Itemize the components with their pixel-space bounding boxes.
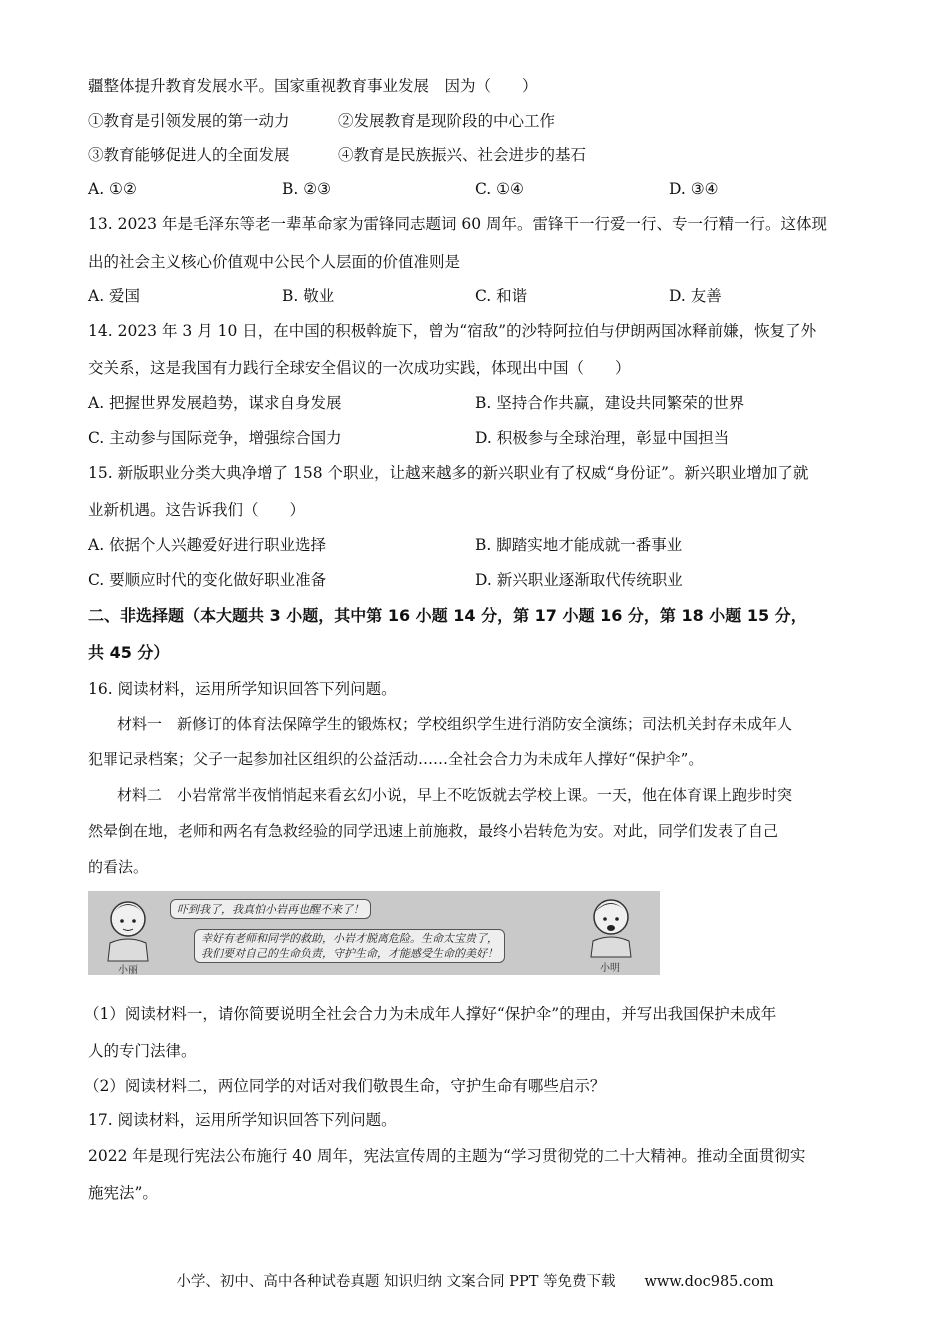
q15-option-c: C. 要顺应时代的变化做好职业准备 [88,571,327,589]
q14-option-a: A. 把握世界发展趋势，谋求自身发展 [88,394,342,412]
character-name-right: 小明 [600,963,620,974]
q12-option-b: B. ②③ [282,180,332,198]
q15-line1: 15. 新版职业分类大典净增了 158 个职业，让越来越多的新兴职业有了权威“身份证”。新兴职业增加了就 [88,464,809,482]
speech-bubble-right-line1: 幸好有老师和同学的救助，小岩才脱离危险。生命太宝贵了， [201,932,498,945]
q13-option-a: A. 爱国 [88,287,141,305]
q16-material2-line3: 的看法。 [88,858,149,876]
q13-option-b: B. 敬业 [282,287,335,305]
q16-material1-line1: 材料一 新修订的体育法保障学生的锻炼权；学校组织学生进行消防安全演练；司法机关封存未成年人 [117,715,793,733]
q14-line1: 14. 2023 年 3 月 10 日，在中国的积极斡旋下，曾为“宿敌”的沙特阿拉伯与伊朗两国冰释前嫌，恢复了外 [88,322,817,340]
character-name-left: 小丽 [118,965,138,975]
dialogue-cartoon [88,891,660,975]
q17-line1: 2022 年是现行宪法公布施行 40 周年，宪法宣传周的主题为“学习贯彻党的二十大精神。推动全面贯彻实 [88,1147,806,1165]
q16-intro: 16. 阅读材料，运用所学知识回答下列问题。 [88,680,397,698]
q12-statement-3: ③教育能够促进人的全面发展 [88,146,290,164]
q14-option-d: D. 积极参与全球治理，彰显中国担当 [475,429,730,447]
q16-sub1-line1: （1）阅读材料一，请你简要说明全社会合力为未成年人撑好“保护伞”的理由，并写出我国保护未成年 [84,1005,777,1023]
q15-option-a: A. 依据个人兴趣爱好进行职业选择 [88,536,327,554]
q12-line1: 疆整体提升教育发展水平。国家重视教育事业发展 因为（ ） [88,77,538,95]
section-heading-cont: 共 45 分） [88,643,170,662]
speech-bubble-left: 吓到我了，我真怕小岩再也醒不来了！ [170,899,371,919]
q16-material1-line2: 犯罪记录档案；父子一起参加社区组织的公益活动……全社会合力为未成年人撑好“保护伞”。 [88,750,704,768]
q16-sub1-line2: 人的专门法律。 [88,1042,197,1060]
speech-bubble-right-line2: 我们要对自己的生命负责，守护生命，才能感受生命的美好！ [201,947,498,960]
q16-material2-line1: 材料二 小岩常常半夜悄悄起来看玄幻小说，早上不吃饭就去学校上课。一天，他在体育课上跑步时突 [117,786,793,804]
q15-line2: 业新机遇。这告诉我们（ ） [88,501,306,519]
page-footer: 小学、初中、高中各种试卷真题 知识归纳 文案合同 PPT 等免费下载 www.doc985.com [176,1274,774,1290]
q13-line1: 13. 2023 年是毛泽东等老一辈革命家为雷锋同志题词 60 周年。雷锋干一行爱一行、专一行精一行。这体现 [88,215,828,233]
q16-material2-line2: 然晕倒在地，老师和两名有急救经验的同学迅速上前施救，最终小岩转危为安。对此，同学们发表了自己 [88,822,779,840]
q16-sub2: （2）阅读材料二，两位同学的对话对我们敬畏生命，守护生命有哪些启示？ [84,1077,606,1095]
q13-option-d: D. 友善 [669,287,722,305]
q12-option-a: A. ①② [88,180,137,198]
q14-option-c: C. 主动参与国际竞争，增强综合国力 [88,429,342,447]
q14-line2: 交关系，这是我国有力践行全球安全倡议的一次成功实践，体现出中国（ ） [88,359,631,377]
q17-line2: 施宪法”。 [88,1184,158,1202]
q12-statement-1: ①教育是引领发展的第一动力 [88,112,290,130]
q15-option-d: D. 新兴职业逐渐取代传统职业 [475,571,683,589]
q14-option-b: B. 坚持合作共赢，建设共同繁荣的世界 [475,394,745,412]
q12-option-d: D. ③④ [669,180,719,198]
q12-option-c: C. ①④ [475,180,524,198]
section-heading: 二、非选择题（本大题共 3 小题，其中第 16 小题 14 分，第 17 小题 16 分，第 18 小题 15 分， [88,606,807,625]
speech-bubble-right [194,929,505,963]
q13-line2: 出的社会主义核心价值观中公民个人层面的价值准则是 [88,253,461,271]
q15-option-b: B. 脚踏实地才能成就一番事业 [475,536,683,554]
q12-statement-4: ④教育是民族振兴、社会进步的基石 [338,146,587,164]
q13-option-c: C. 和谐 [475,287,528,305]
q12-statement-2: ②发展教育是现阶段的中心工作 [338,112,556,130]
q17-intro: 17. 阅读材料，运用所学知识回答下列问题。 [88,1111,397,1129]
